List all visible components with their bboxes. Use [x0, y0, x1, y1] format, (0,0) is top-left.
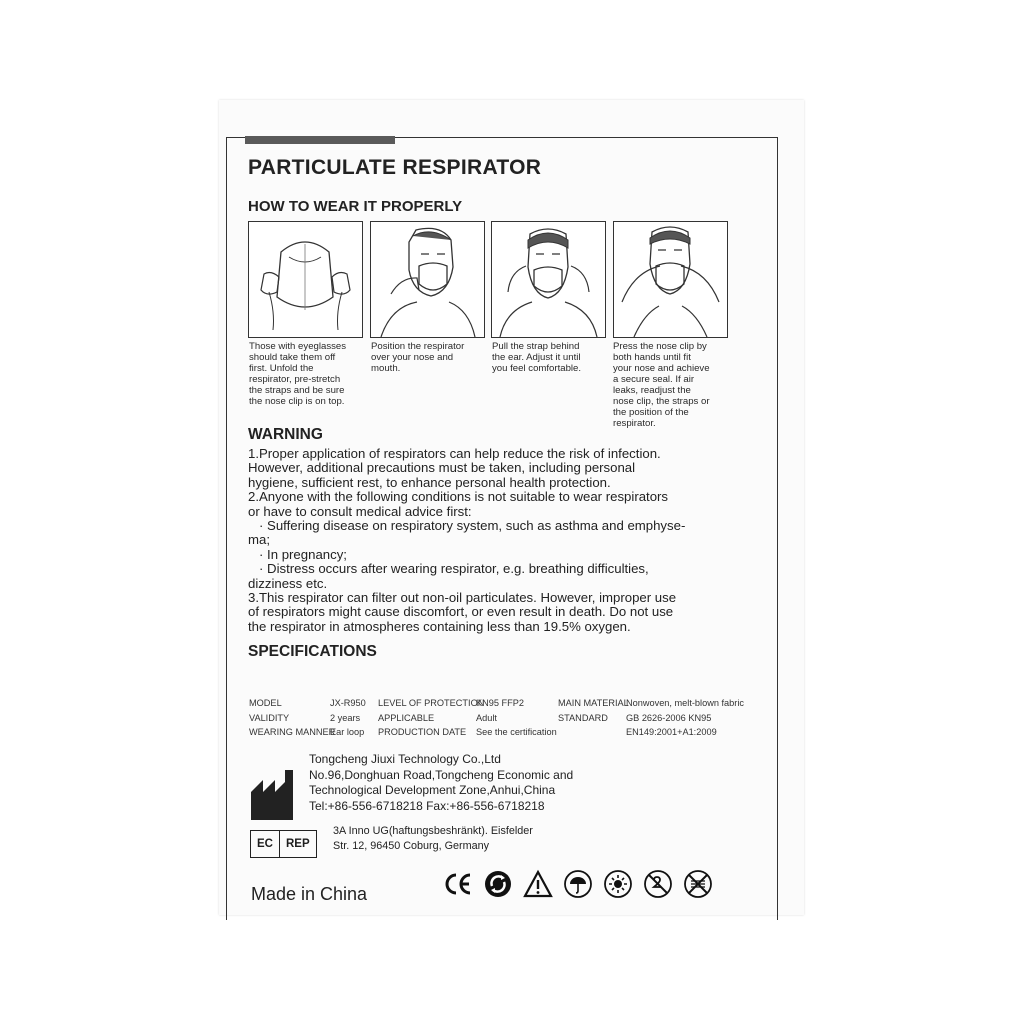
spec-labels-col1: MODEL VALIDITY WEARING MANNER: [249, 698, 336, 737]
manufacturer-address: Tongcheng Jiuxi Technology Co.,Ltd No.96,Donghuan Road,Tongcheng Economic and Technological Development Zone,Anhui,China Tel:+86-556-6718218 Fax:+86-556-6718218: [309, 752, 574, 813]
step-4-caption: Press the nose clip by both hands until fit your nose and achieve a secure seal. If air leaks, readjust the nose clip, the straps or the position of the respirator.: [613, 341, 710, 429]
spec-values-col2: KN95 FFP2 Adult See the certification: [476, 698, 557, 737]
no-reuse-icon: [682, 868, 714, 900]
step-3-caption: Pull the strap behind the ear. Adjust it until you feel comfortable.: [492, 341, 582, 374]
pull-strap-illustration: [491, 221, 606, 338]
keep-away-sunlight-icon: [602, 868, 634, 900]
step-2-caption: Position the respirator over your nose and mouth.: [371, 341, 465, 374]
warning-heading: WARNING: [248, 426, 323, 443]
specifications-heading: SPECIFICATIONS: [248, 643, 377, 660]
manufacturer-factory-icon: [249, 766, 299, 822]
single-use-icon: [642, 868, 674, 900]
spec-labels-col2: LEVEL OF PROTECTION APPLICABLE PRODUCTION DATE: [378, 698, 485, 737]
position-mask-illustration: [370, 221, 485, 338]
recycle-icon: [482, 868, 514, 900]
ce-mark-icon: [442, 868, 474, 900]
product-title: PARTICULATE RESPIRATOR: [248, 156, 542, 179]
keep-dry-umbrella-icon: [562, 868, 594, 900]
instructions-heading: HOW TO WEAR IT PROPERLY: [248, 198, 463, 215]
spec-values-col3: Nonwoven, melt-blown fabric GB 2626-2006 KN95 EN149:2001+A1:2009: [626, 698, 744, 737]
mask-unfold-illustration: [248, 221, 363, 338]
step-1-caption: Those with eyeglasses should take them off first. Unfold the respirator, pre-stretch the straps and be sure the nose clip is on top.: [249, 341, 347, 407]
regulatory-symbols: [442, 868, 714, 900]
header-bar: [245, 136, 395, 144]
ec-rep-address: 3A Inno UG(haftungsbeshränkt). Eisfelder Str. 12, 96450 Coburg, Germany: [333, 825, 533, 852]
made-in-label: Made in China: [251, 884, 368, 904]
spec-labels-col3: MAIN MATERIAL STANDARD: [558, 698, 629, 723]
warning-triangle-icon: [522, 868, 554, 900]
spec-values-col1: JX-R950 2 years Ear loop: [330, 698, 366, 737]
warning-text: 1.Proper application of respirators can help reduce the risk of infection. However, additional precautions must be taken, including personal hygiene, sufficient rest, to enhance personal health protection. 2.Anyone with the following conditions is not suitable to wear respirators or have to consult medical advice first: · Suffering disease on respiratory system, such as asthma and emphyse- ma; · In pregnancy; · Distress occurs after wearing respirator, e.g. breathing difficulties, dizziness etc. 3.This respirator can filter out non-oil particulates. However, improper use of respirators might cause discomfort, or even result in death. Do not use the respirator in atmospheres containing less than 19.5% oxygen.: [248, 446, 686, 634]
ec-rep-symbol: EC REP: [250, 830, 317, 858]
press-nose-clip-illustration: [613, 221, 728, 338]
